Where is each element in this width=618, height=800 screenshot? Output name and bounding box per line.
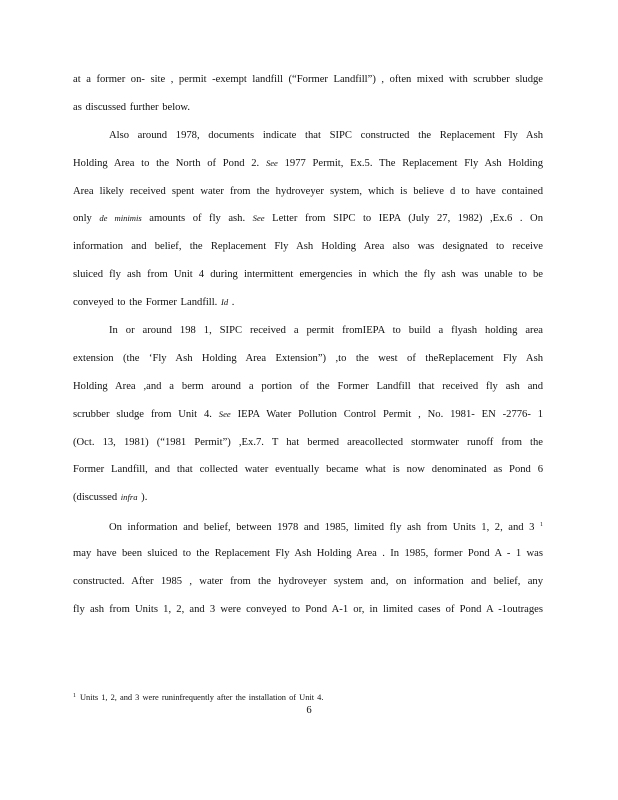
- italic-signal: infra: [120, 492, 138, 503]
- text-line: On information and belief, between 1978 and 1985, limited fly ash from Units 1, 2, and 3 $^1$: [109, 522, 543, 534]
- text-line: only de minimis amounts of fly ash. See Letter from SIPC to IEPA (July 27, 1982) ,Ex.6 . On: [73, 213, 544, 225]
- text-line: Also around 1978, documents indicate that SIPC constructed the Replacement Fly Ash: [109, 129, 543, 141]
- text-line: as discussed further below.: [73, 101, 191, 113]
- text-line: extension (the ‘Fly Ash Holding Area Extension”) ,to the west of theReplacement Fly Ash: [73, 352, 543, 364]
- text-line: may have been sluiced to the Replacement Fly Ash Holding Area . In 1985, former Pond A - 1 was: [73, 548, 543, 560]
- italic-signal: See: [252, 213, 265, 224]
- text-line: information and belief, the Replacement Fly Ash Holding Area also was designated to receive: [73, 241, 543, 253]
- footnote-marker: 1: [73, 693, 76, 699]
- text-line: sluiced fly ash from Unit 4 during intermittent emergencies in which the fly ash was unable to be: [73, 269, 543, 281]
- italic-signal: See: [218, 408, 231, 419]
- text-line: at a former on- site , permit -exempt landfill (“Former Landfill”) , often mixed with scrubber sludge: [73, 74, 543, 85]
- text-line: Holding Area ,and a berm around a portion of the Former Landfill that received fly ash and: [73, 380, 543, 392]
- italic-term: de minimis: [99, 213, 142, 224]
- text-line: (discussed infra ).: [73, 492, 148, 504]
- body-text: [73, 66, 543, 624]
- text-line: Former Landfill, and that collected water eventually became what is now denominated as Pond 6: [73, 464, 543, 476]
- footnote: [73, 693, 323, 702]
- text-line: (Oct. 13, 1981) (“1981 Permit”) ,Ex.7. T hat bermed areacollected stormwater runoff from the: [73, 436, 543, 448]
- text-line: constructed. After 1985 , water from the hydroveyer system and, on information and belief, any: [73, 576, 543, 588]
- italic-signal: See: [265, 157, 278, 168]
- footnote-text: Units 1, 2, and 3 were runinfrequently after the installation of Unit 4.: [80, 693, 324, 702]
- text-line: fly ash from Units 1, 2, and 3 were conveyed to Pond A-1 or, in limited cases of Pond A -1outrages: [73, 603, 543, 615]
- text-line: scrubber sludge from Unit 4. See IEPA Water Pollution Control Permit , No. 1981- EN -2776- 1: [73, 408, 544, 420]
- italic-signal: Id: [220, 297, 229, 308]
- text-line: In or around 198 1, SIPC received a permit fromIEPA to build a flyash holding area: [109, 325, 543, 337]
- text-line: Holding Area to the North of Pond 2. See 1977 Permit, Ex.5. The Replacement Fly Ash Holding: [73, 157, 543, 169]
- text-line: Area likely received spent water from the hydroveyer system, which is believe d to have contained: [73, 185, 543, 197]
- footnote-reference: 1: [540, 522, 543, 529]
- text-line: conveyed to the Former Landfill. Id .: [73, 297, 235, 309]
- page-number: 6: [306, 705, 312, 716]
